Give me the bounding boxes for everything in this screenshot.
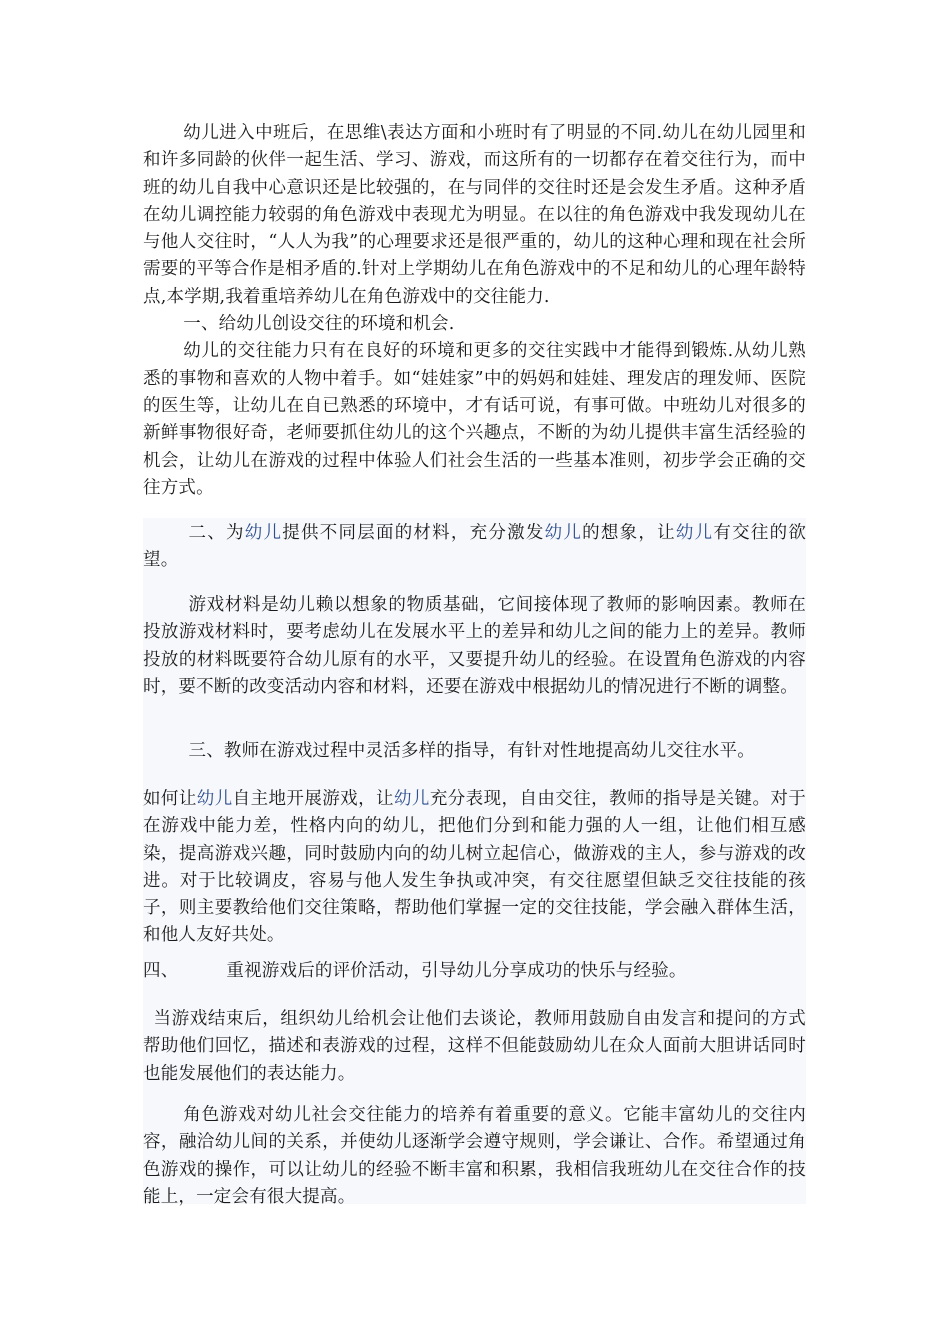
section-heading-3: 三、教师在游戏过程中灵活多样的指导，有针对性地提高幼儿交往水平。 [188,741,755,761]
section-heading-2 [143,520,806,575]
section-heading-1: 一、给幼儿创设交往的环境和机会. [183,314,455,335]
heading-2-keyword-2: 幼儿 [544,523,583,543]
section-3-text-a: 如何让 [143,789,197,809]
intro-paragraph: 幼儿进入中班后，在思维\表达方面和小班时有了明显的不同.幼儿在幼儿园里和和许多同龄的伙伴一起生活、学习、游戏，而这所有的一切都存在着交往行为，而中班的幼儿自我中心意识还是比较强的，在与同伴的交往时还是会发生矛盾。这种矛盾在幼儿调控能力较弱的角色游戏中表现尤为明显。在以往的角色游戏中我发现幼儿在与他人交往时，“人人为我”的心理要求还是很严重的，幼儿的这种心理和现在社会所需要的平等合作是相矛盾的.针对上学期幼儿在角色游戏中的不足和幼儿的心理年龄特点,本学期,我着重培养幼儿在角色游戏中的交往能力. [143,123,806,307]
section-3-keyword-2: 幼儿 [393,789,430,809]
heading-2-text-a: 二、为 [188,523,245,543]
heading-4-number: 四、 [143,961,179,981]
heading-2-keyword-3: 幼儿 [675,523,714,543]
heading-2-text-c: 的想象，让 [582,523,676,543]
section-heading-4 [143,958,806,985]
section-3-keyword-1: 幼儿 [196,789,233,809]
section-4-text: 当游戏结束后，组织幼儿给机会让他们去谈论，教师用鼓励自由发言和提问的方式帮助他们回忆，描述和表游戏的过程，这样不但能鼓励幼儿在众人面前大胆讲话同时也能发展他们的表达能力。 [143,1009,806,1084]
section-2-paragraph: 游戏材料是幼儿赖以想象的物质基础，它间接体现了教师的影响因素。教师在投放游戏材料时，要考虑幼儿在发展水平上的差异和幼儿之间的能力上的差异。教师投放的材料既要符合幼儿原有的水平，又要提升幼儿的经验。在设置角色游戏的内容时，要不断的改变活动内容和材料，还要在游戏中根据幼儿的情况进行不断的调整。 [143,595,806,697]
heading-2-text-b: 提供不同层面的材料，充分激发 [282,523,545,543]
conclusion-paragraph: 角色游戏对幼儿社会交往能力的培养有着重要的意义。它能丰富幼儿的交往内容，融洽幼儿间的关系，并使幼儿逐渐学会遵守规则，学会谦让、合作。希望通过角色游戏的操作，可以让幼儿的经验不断丰富和积累，我相信我班幼儿在交往合作的技能上，一定会有很大提高。 [143,1105,806,1207]
section-4-paragraph [143,1006,806,1088]
heading-2-keyword-1: 幼儿 [244,523,283,543]
section-3-text-b: 自主地开展游戏，让 [232,789,394,809]
heading-4-text: 重视游戏后的评价活动，引导幼儿分享成功的快乐与经验。 [226,961,687,981]
shaded-section [143,518,807,1207]
intro-section [143,120,806,502]
section-1-paragraph: 幼儿的交往能力只有在良好的环境和更多的交往实践中才能得到锻炼.从幼儿熟悉的事物和喜欢的人物中着手。如“娃娃家”中的妈妈和娃娃、理发店的理发师、医院的医生等，让幼儿在自已熟悉的环境中，才有话可说，有事可做。中班幼儿对很多的新鲜事物很好奇，老师要抓住幼儿的这个兴趣点，不断的为幼儿提供丰富生活经验的机会，让幼儿在游戏的过程中体验人们社会生活的一些基本准则，初步学会正确的交往方式。 [143,341,806,498]
section-3-paragraph [143,786,806,950]
heading-2-text-d: 有交往的欲望。 [143,523,807,571]
section-3-text-c: 充分表现，自由交往，教师的指导是关键。对于在游戏中能力差，性格内向的幼儿，把他们分到和能力强的人一组，让他们相互感染，提高游戏兴趣，同时鼓励内向的幼儿树立起信心，做游戏的主人，参与游戏的改进。对于比较调皮，容易与他人发生争执或冲突，有交往愿望但缺乏交往技能的孩子，则主要教给他们交往策略，帮助他们掌握一定的交往技能，学会融入群体生活，和他人友好共处。 [143,789,807,946]
